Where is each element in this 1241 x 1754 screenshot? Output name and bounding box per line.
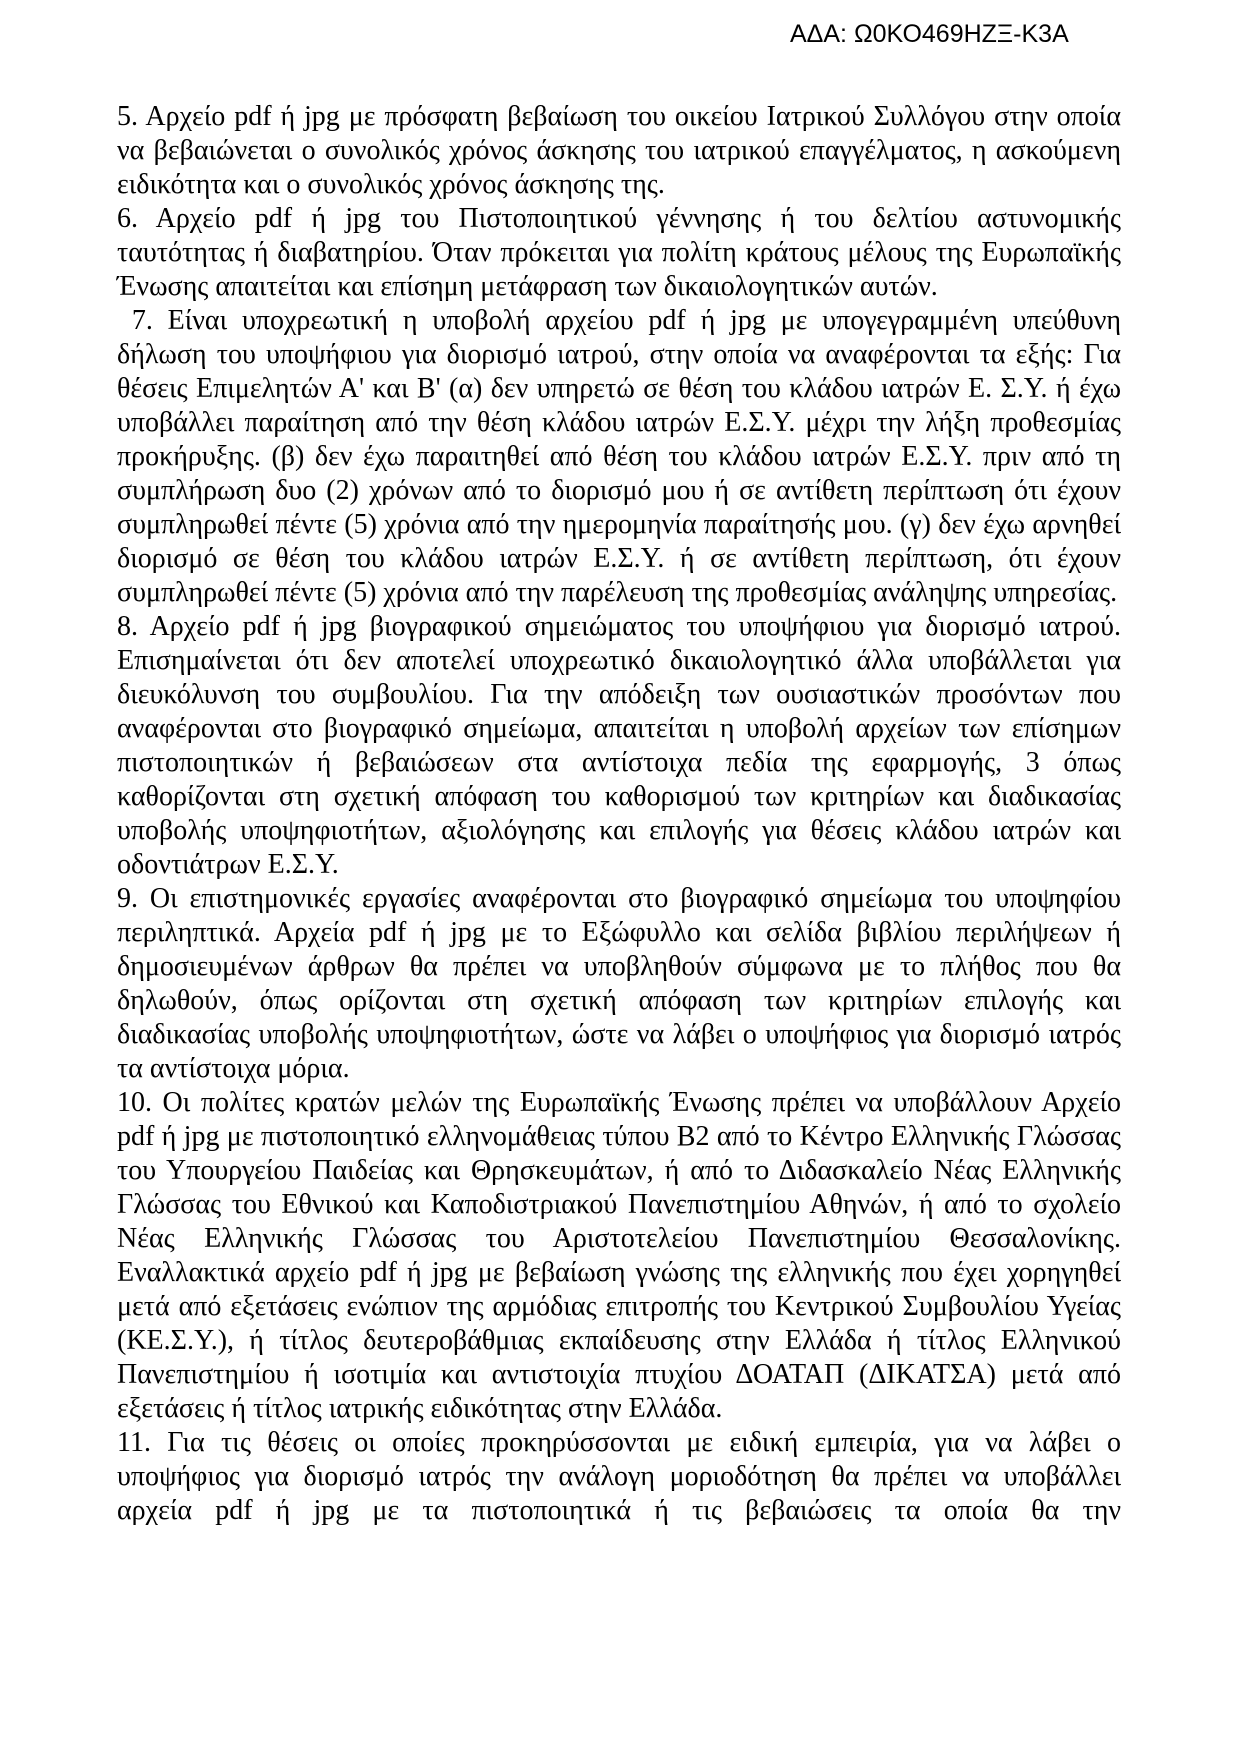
- paragraph-item-5: 5. Αρχείο pdf ή jpg με πρόσφατη βεβαίωση του οικείου Ιατρικού Συλλόγου στην οποία να βεβαιώνεται ο συνολικός χρόνος άσκησης του ιατρικού επαγγέλματος, η ασκούμενη ειδικότητα και ο συνολικός χρόνος άσκησης της.: [117, 101, 1121, 200]
- paragraph-item-9: 9. Οι επιστημονικές εργασίες αναφέρονται στο βιογραφικό σημείωμα του υποψηφίου περιληπτικά. Αρχεία pdf ή jpg με το Εξώφυλλο και σελίδα βιβλίου περιλήψεων ή δημοσιευμένων άρθρων θα πρέπει να υποβληθούν σύμφωνα με το πλήθος που θα δηλωθούν, όπως ορίζονται στη σχετική απόφαση των κριτηρίων επιλογής και διαδικασίας υποβολής υποψηφιοτήτων, ώστε να λάβει ο υποψήφιος για διορισμό ιατρός τα αντίστοιχα μόρια.: [117, 883, 1121, 1084]
- document-body: [117, 100, 1121, 1528]
- paragraph-item-11: 11. Για τις θέσεις οι οποίες προκηρύσσονται με ειδική εμπειρία, για να λάβει ο υποψήφιος για διορισμό ιατρός την ανάλογη μοριοδότηση θα πρέπει να υποβάλλει αρχεία pdf ή jpg με τα πιστοποιητικά ή τις βεβαιώσεις τα οποία θα την: [117, 1427, 1121, 1526]
- paragraph-item-10: 10. Οι πολίτες κρατών μελών της Ευρωπαϊκής Ένωσης πρέπει να υποβάλλουν Αρχείο pdf ή jpg με πιστοποιητικό ελληνομάθειας τύπου Β2 από το Κέντρο Ελληνικής Γλώσσας του Υπουργείου Παιδείας και Θρησκευμάτων, ή από το Διδασκαλείο Νέας Ελληνικής Γλώσσας του Εθνικού και Καποδιστριακού Πανεπιστημίου Αθηνών, ή από το σχολείο Νέας Ελληνικής Γλώσσας του Αριστοτελείου Πανεπιστημίου Θεσσαλονίκης. Εναλλακτικά αρχείο pdf ή jpg με βεβαίωση γνώσης της ελληνικής που έχει χορηγηθεί μετά από εξετάσεις ενώπιον της αρμόδιας επιτροπής του Κεντρικού Συμβουλίου Υγείας (ΚΕ.Σ.Υ.), ή τίτλος δευτεροβάθμιας εκπαίδευσης στην Ελλάδα ή τίτλος Ελληνικού Πανεπιστημίου ή ισοτιμία και αντιστοιχία πτυχίου ΔΟΑΤΑΠ (ΔΙΚΑΤΣΑ) μετά από εξετάσεις ή τίτλος ιατρικής ειδικότητας στην Ελλάδα.: [117, 1087, 1121, 1424]
- paragraph-item-8: 8. Αρχείο pdf ή jpg βιογραφικού σημειώματος του υποψήφιου για διορισμό ιατρού. Επισημαίνεται ότι δεν αποτελεί υποχρεωτικό δικαιολογητικό άλλα υποβάλλεται για διευκόλυνση του συμβουλίου. Για την απόδειξη των ουσιαστικών προσόντων που αναφέρονται στο βιογραφικό σημείωμα, απαιτείται η υποβολή αρχείων των επίσημων πιστοποιητικών ή βεβαιώσεων στα αντίστοιχα πεδία της εφαρμογής, 3 όπως καθορίζονται στη σχετική απόφαση του καθορισμού των κριτηρίων και διαδικασίας υποβολής υποψηφιοτήτων, αξιολόγησης και επιλογής για θέσεις κλάδου ιατρών και οδοντιάτρων Ε.Σ.Υ.: [117, 611, 1121, 880]
- ada-code-header: ΑΔΑ: Ω0ΚΟ469ΗΖΞ-Κ3Α: [790, 20, 1069, 48]
- paragraph-item-6: 6. Αρχείο pdf ή jpg του Πιστοποιητικού γέννησης ή του δελτίου αστυνομικής ταυτότητας ή διαβατηρίου. Όταν πρόκειται για πολίτη κράτους μέλους της Ευρωπαϊκής Ένωσης απαιτείται και επίσημη μετάφραση των δικαιολογητικών αυτών.: [117, 203, 1121, 302]
- paragraph-item-7: 7. Είναι υποχρεωτική η υποβολή αρχείου pdf ή jpg με υπογεγραμμένη υπεύθυνη δήλωση του υποψήφιου για διορισμό ιατρού, στην οποία να αναφέρονται τα εξής: Για θέσεις Επιμελητών Α' και Β' (α) δεν υπηρετώ σε θέση του κλάδου ιατρών Ε. Σ.Υ. ή έχω υποβάλλει παραίτηση από την θέση κλάδου ιατρών Ε.Σ.Υ. μέχρι την λήξη προθεσμίας προκήρυξης. (β) δεν έχω παραιτηθεί από θέση του κλάδου ιατρών Ε.Σ.Υ. πριν από τη συμπλήρωση δυο (2) χρόνων από το διορισμό μου ή σε αντίθετη περίπτωση ότι έχουν συμπληρωθεί πέντε (5) χρόνια από την ημερομηνία παραίτησής μου. (γ) δεν έχω αρνηθεί διορισμό σε θέση του κλάδου ιατρών Ε.Σ.Υ. ή σε αντίθετη περίπτωση, ότι έχουν συμπληρωθεί πέντε (5) χρόνια από την παρέλευση της προθεσμίας ανάληψης υπηρεσίας.: [117, 305, 1121, 608]
